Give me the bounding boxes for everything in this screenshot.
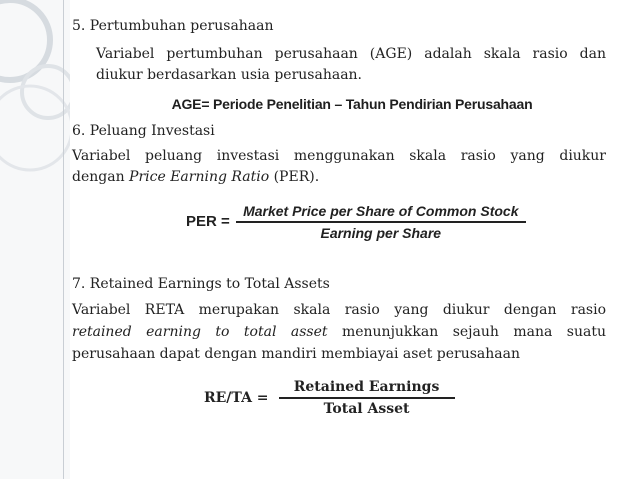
per-numerator: Market Price per Share of Common Stock [243, 203, 519, 219]
section-5-heading: 5. Pertumbuhan perusahaan [72, 18, 274, 34]
decorative-circles [0, 0, 70, 479]
section-7-paragraph-line-3 [72, 344, 606, 365]
reta-formula-lhs: RE/TA = [204, 389, 269, 406]
reta-fraction-bar [279, 397, 455, 399]
section-6-heading: 6. Peluang Investasi [72, 123, 215, 139]
per-formula-lhs: PER = [186, 213, 230, 231]
decorative-side-panel [0, 0, 70, 479]
section-6-line-2-post: (PER). [269, 169, 320, 185]
section-5-paragraph [96, 44, 606, 65]
section-6-paragraph-line-2 [72, 167, 606, 188]
section-5-line-2: diukur berdasarkan usia perusahaan. [96, 67, 363, 83]
section-7-heading: 7. Retained Earnings to Total Assets [72, 276, 330, 292]
section-5-line-1: Variabel pertumbuhan perusahaan (AGE) adalah skala rasio dan [96, 46, 606, 62]
per-formula [186, 203, 526, 241]
section-7-line-2-post: menunjukkan sejauh mana suatu [327, 324, 606, 340]
section-6-paragraph [72, 146, 606, 167]
per-fraction-bar [236, 221, 526, 223]
section-5-paragraph-line-2 [96, 65, 606, 86]
per-denominator: Earning per Share [320, 224, 442, 241]
section-7-line-2-em: retained earning to total asset [72, 324, 328, 340]
vertical-divider [63, 0, 64, 479]
age-formula: AGE= Periode Penelitian – Tahun Pendirian Perusahaan [171, 96, 533, 112]
reta-numerator: Retained Earnings [293, 379, 440, 395]
section-6-line-2-pre: dengan [72, 169, 130, 185]
section-7-paragraph-line-1 [72, 300, 606, 321]
section-6-line-2-em: Price Earning Ratio [129, 169, 270, 185]
reta-fraction [279, 379, 455, 417]
reta-denominator: Total Asset [323, 400, 410, 417]
section-6-line-1: Variabel peluang investasi menggunakan skala rasio yang diukur [72, 148, 606, 164]
section-7-line-3: perusahaan dapat dengan mandiri membiayai aset perusahaan [72, 346, 521, 362]
reta-formula [204, 379, 455, 417]
section-7-paragraph-line-2 [72, 322, 606, 343]
per-fraction [236, 203, 526, 241]
section-7-line-1: Variabel RETA merupakan skala rasio yang diukur dengan rasio [72, 302, 606, 318]
